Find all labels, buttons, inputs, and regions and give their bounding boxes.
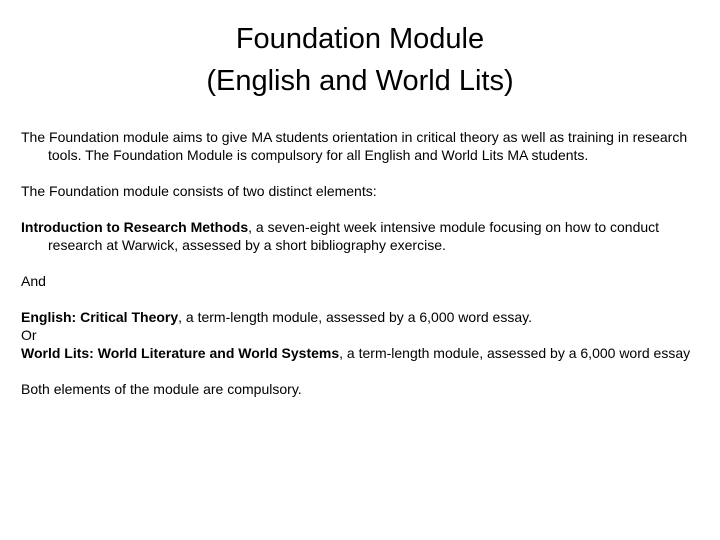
world-lits-description: , a term-length module, assessed by a 6,000 word essay	[339, 345, 691, 361]
critical-theory-description: , a term-length module, assessed by a 6,000 word essay.	[178, 309, 532, 325]
spacer	[21, 200, 701, 218]
title-line-2: (English and World Lits)	[206, 65, 514, 97]
spacer	[21, 164, 701, 182]
slide-body	[21, 128, 701, 398]
title-line-1: Foundation Module	[235, 23, 485, 55]
spacer	[21, 290, 701, 308]
and-paragraph: And	[21, 273, 46, 289]
research-methods-description: , a seven-eight week intensive module focusing on how to conduct research at Warwick, assessed by a short bibliography exercise.	[48, 219, 660, 253]
elements-intro-paragraph: The Foundation module consists of two distinct elements:	[21, 183, 377, 199]
critical-theory-title: English: Critical Theory	[21, 309, 179, 325]
spacer	[21, 362, 701, 380]
or-paragraph: Or	[21, 327, 37, 343]
research-methods-title: Introduction to Research Methods	[21, 219, 249, 235]
research-methods-paragraph	[21, 218, 701, 254]
intro-paragraph: The Foundation module aims to give MA students orientation in critical theory as well as training in research tools. The Foundation Module is compulsory for all English and World Lits MA students.	[21, 129, 688, 163]
closing-paragraph: Both elements of the module are compulsory.	[21, 381, 302, 397]
slide-title	[0, 18, 720, 102]
spacer	[21, 254, 701, 272]
world-lits-title: World Lits: World Literature and World Systems	[21, 345, 340, 361]
world-lits-paragraph	[21, 344, 701, 362]
critical-theory-paragraph	[21, 308, 701, 326]
